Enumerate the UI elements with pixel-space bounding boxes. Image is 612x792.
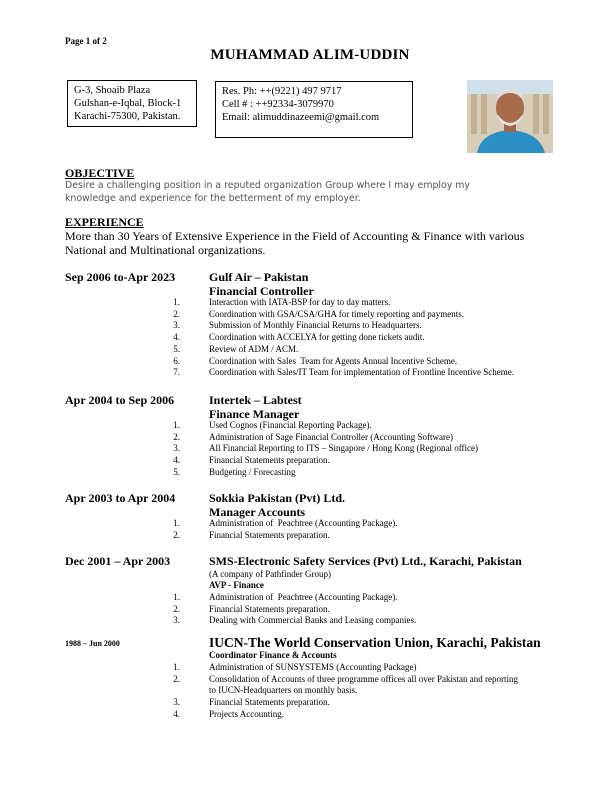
- responsibility-item: Used Cognos (Financial Reporting Package).: [209, 420, 372, 430]
- job-dates: 1988 – Jun 2000: [65, 639, 120, 648]
- address-line: Gulshan-e-Iqbal, Block-1: [74, 98, 182, 109]
- address-box: [67, 80, 197, 127]
- item-number: 2.: [173, 673, 180, 684]
- item-number: 2.: [173, 529, 180, 540]
- responsibility-item: Financial Statements preparation.: [209, 603, 330, 614]
- responsibility-item: Interaction with IATA-BSP for day to day matters.: [209, 297, 391, 307]
- item-number: 2.: [173, 308, 180, 319]
- page-indicator: Page 1 of 2: [65, 36, 107, 46]
- item-number: 2.: [173, 603, 180, 614]
- item-number: 1.: [173, 518, 180, 528]
- item-number: 1.: [173, 592, 180, 602]
- job-dates: Dec 2001 – Apr 2003: [65, 554, 171, 568]
- email: Email: alimuddinazeemi@gmail.com: [222, 112, 380, 123]
- item-number: 5.: [173, 343, 180, 354]
- company-name: IUCN-The World Conservation Union, Karachi, Pakistan: [209, 635, 541, 650]
- responsibility-item: Coordination with GSA/CSA/GHA for timely reporting and payments.: [209, 308, 464, 319]
- objective-heading: OBJECTIVE: [65, 166, 135, 180]
- item-number: 1.: [173, 420, 180, 430]
- cell: Cell # : ++92334-3079970: [222, 99, 334, 110]
- company-name: Gulf Air – Pakistan: [209, 270, 309, 284]
- responsibility-item: Coordination with Sales/IT Team for implementation of Frontline Incentive Scheme.: [209, 367, 514, 378]
- responsibility-item: Administration of Sage Financial Controller (Accounting Software): [209, 431, 453, 442]
- job-title: Coordinator Finance & Accounts: [209, 650, 337, 660]
- responsibility-item: Dealing with Commercial Banks and Leasing companies.: [209, 615, 417, 626]
- responsibility-item: Financial Statements preparation.: [209, 697, 330, 708]
- responsibility-item: Financial Statements preparation.: [209, 529, 330, 540]
- responsibility-item: Consolidation of Accounts of three programme offices all over Pakistan and reporting to IUCN-Headquarters on monthly basis.: [209, 673, 519, 696]
- job-title: Manager Accounts: [209, 505, 306, 519]
- company-name: SMS-Electronic Safety Services (Pvt) Ltd., Karachi, Pakistan: [209, 554, 522, 568]
- job-title: Financial Controller: [209, 284, 314, 298]
- experience-heading: EXPERIENCE: [65, 215, 144, 229]
- item-number: 2.: [173, 431, 180, 442]
- candidate-name: MUHAMMAD ALIM-UDDIN: [210, 47, 410, 63]
- responsibility-item: Administration of SUNSYSTEMS (Accounting Package): [209, 662, 417, 672]
- item-number: 3.: [173, 697, 180, 708]
- responsibility-item: Review of ADM / ACM.: [209, 343, 299, 354]
- company-name: Sokkia Pakistan (Pvt) Ltd.: [209, 491, 346, 505]
- item-number: 5.: [173, 466, 180, 477]
- job-title: Finance Manager: [209, 407, 300, 421]
- responsibility-item: Budgeting / Forecasting: [209, 466, 296, 477]
- item-number: 1.: [173, 662, 180, 672]
- responsibility-item: Coordination with ACCELYA for getting done tickets audit.: [209, 332, 425, 343]
- responsibility-item: Submission of Monthly Financial Returns to Headquarters.: [209, 320, 422, 331]
- phone: Res. Ph: ++(9221) 497 9717: [222, 86, 342, 97]
- item-number: 4.: [173, 455, 180, 466]
- company-name: Intertek – Labtest: [209, 393, 302, 407]
- item-number: 4.: [173, 332, 180, 343]
- profile-photo: [467, 80, 553, 153]
- responsibility-item: Administration of Peachtree (Accounting Package).: [209, 518, 398, 528]
- job-dates: Sep 2006 to-Apr 2023: [65, 270, 176, 284]
- item-number: 3.: [173, 320, 180, 331]
- responsibility-item: All Financial Reporting to ITS – Singapore / Hong Kong (Regional office): [209, 443, 479, 454]
- job-dates: Apr 2003 to Apr 2004: [65, 491, 176, 505]
- address-line: G-3, Shoaib Plaza: [74, 85, 151, 96]
- responsibility-item: Financial Statements preparation.: [209, 455, 330, 466]
- company-note: (A company of Pathfinder Group): [209, 569, 331, 579]
- address-line: Karachi-75300, Pakistan.: [74, 111, 181, 122]
- item-number: 7.: [173, 367, 180, 378]
- item-number: 3.: [173, 443, 180, 454]
- item-number: 6.: [173, 355, 180, 366]
- item-number: 4.: [173, 708, 180, 719]
- responsibility-item: Projects Accounting.: [209, 708, 284, 719]
- objective-text: Desire a challenging position in a reputed organization Group where I may employ my knowledge and experience for the betterment of my employer.: [65, 180, 470, 204]
- contact-box: [215, 81, 413, 138]
- item-number: 1.: [173, 297, 180, 307]
- job-dates: Apr 2004 to Sep 2006: [65, 393, 175, 407]
- experience-summary: More than 30 Years of Extensive Experience in the Field of Accounting & Finance with various National and Multinational organizations.: [65, 229, 525, 257]
- job-title: AVP - Finance: [209, 580, 264, 590]
- item-number: 3.: [173, 615, 180, 626]
- responsibility-item: Coordination with Sales Team for Agents Annual Incentive Scheme.: [209, 355, 458, 366]
- responsibility-item: Administration of Peachtree (Accounting Package).: [209, 592, 398, 602]
